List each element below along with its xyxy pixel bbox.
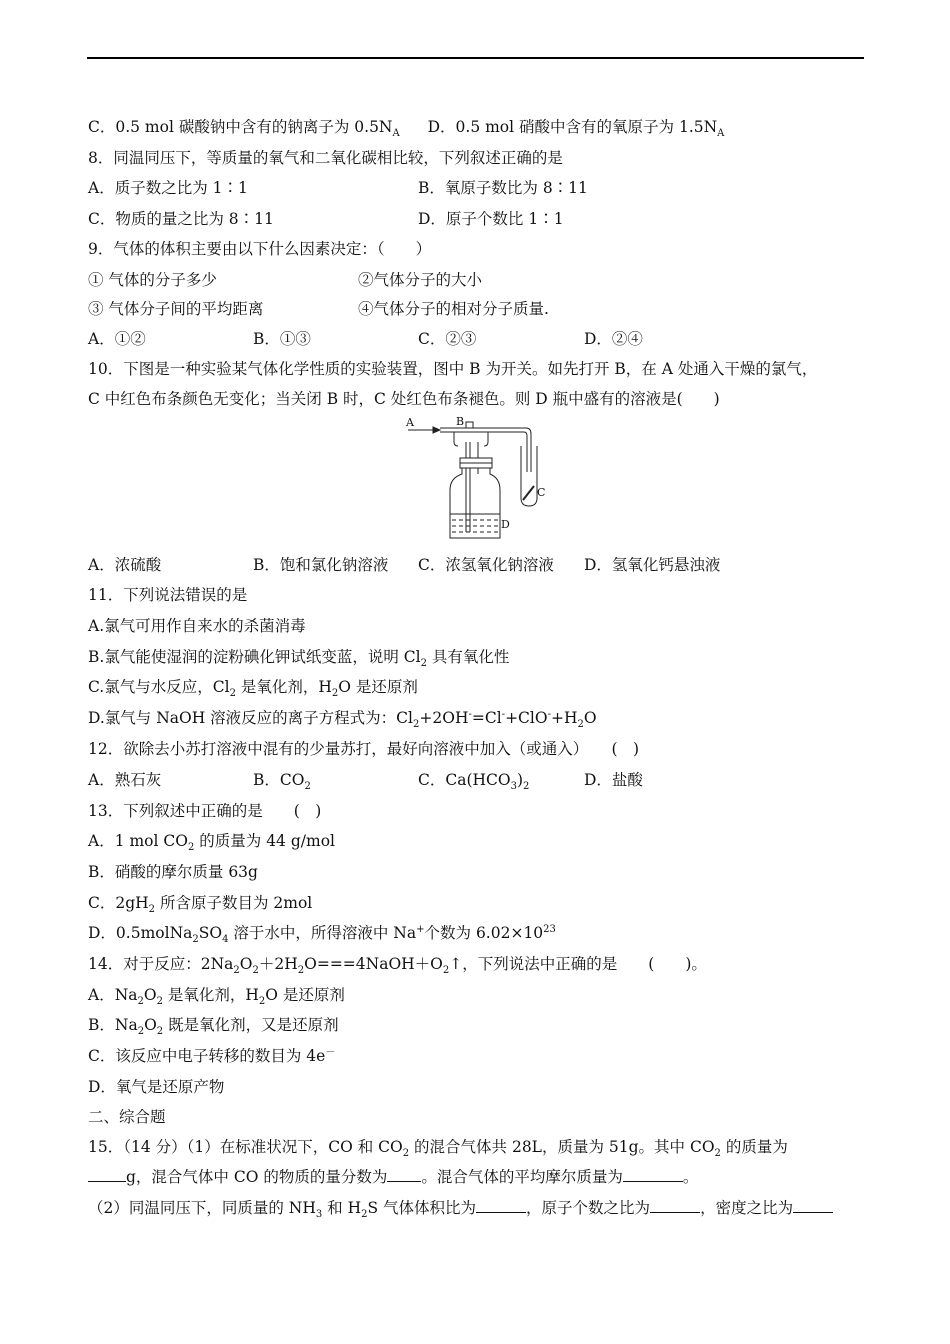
q10-option-d: D．氢氧化钙悬浊液 xyxy=(584,556,721,574)
q15-line2: g，混合气体中 CO 的物质的量分数为 。混合气体的平均摩尔质量为 。 xyxy=(88,1167,698,1187)
q10-stem-line1: 10．下图是一种实验某气体化学性质的实验装置，图中 B 为开关。如先打开 B，在 A 处通入干燥的氯气， xyxy=(88,360,818,378)
answer-blank[interactable] xyxy=(387,1167,421,1182)
q9-option-c: C．②③ xyxy=(418,330,477,348)
q10-option-a: A．浓硫酸 xyxy=(88,556,162,574)
q7-options-cd xyxy=(88,117,725,140)
q11-option-c: C.氯气与水反应，$Cl_2$ 是氧化剂，$H_2O$ 是还原剂 xyxy=(88,678,418,700)
q8-option-c: C．物质的量之比为 8∶11 xyxy=(88,210,274,228)
q13-option-a: A．1 mol $CO_2$ 的质量为 44 g/mol xyxy=(88,832,335,854)
answer-blank[interactable] xyxy=(650,1198,700,1213)
q14-option-a: A．$Na_2O_2$ 是氧化剂，$H_2O$ 是还原剂 xyxy=(88,986,345,1008)
q11-option-b: B.氯气能使湿润的淀粉碘化钾试纸变蓝，说明 $Cl_2$ 具有氧化性 xyxy=(88,648,510,670)
q10-option-b: B．饱和氯化钠溶液 xyxy=(253,556,389,574)
gas-apparatus-diagram xyxy=(400,414,560,544)
q10-option-c: C．浓氢氧化钠溶液 xyxy=(418,556,554,574)
q14-option-b: B．$Na_2O_2$ 既是氧化剂，又是还原剂 xyxy=(88,1016,339,1038)
q11-option-d: D.氯气与 NaOH 溶液反应的离子方程式为：$Cl_2+2OH^-=Cl^-+ClO^-+H_2O$ xyxy=(88,708,597,731)
q15-line3: （2）同温同压下，同质量的 $NH_3$ 和 $H_2S$ 气体体积比为 ，原子个数之比为 ，密度之比为 xyxy=(88,1198,833,1218)
branch-right xyxy=(484,432,488,446)
q10-stem-line2: C 中红色布条颜色无变化；当关闭 B 时，C 处红色布条褪色。则 D 瓶中盛有的溶液是( ) xyxy=(88,390,720,408)
label-d: D xyxy=(501,518,510,531)
q13-option-d: D．$0.5molNa_2SO_4$ 溶于水中，所得溶液中 Na+个数为 $6.02\times 10^{23}$ xyxy=(88,923,556,946)
header-rule xyxy=(87,57,864,59)
red-cloth-strip xyxy=(523,486,534,500)
q13-stem: 13．下列叙述中正确的是 ( ) xyxy=(88,802,322,820)
bottle-d xyxy=(450,468,500,538)
answer-blank[interactable] xyxy=(623,1167,683,1182)
label-b: B xyxy=(456,415,465,428)
q7-option-c: C．0.5 mol 碳酸钠中含有的钠离子为 $0.5N_A$ xyxy=(88,118,400,140)
q9-factor-4: ④气体分子的相对分子质量. xyxy=(358,300,549,318)
q9-factor-1: ① 气体的分子多少 xyxy=(88,271,217,289)
inlet-arrowhead xyxy=(433,427,440,433)
answer-blank[interactable] xyxy=(88,1167,126,1182)
q12-option-c: C．$Ca(HCO_3)_2$ xyxy=(418,771,530,793)
q8-stem: 8．同温同压下，等质量的氧气和二氧化碳相比较，下列叙述正确的是 xyxy=(88,149,563,167)
q8-option-a: A．质子数之比为 1∶1 xyxy=(88,179,248,197)
q9-option-a: A．①② xyxy=(88,330,146,348)
q14-option-c: C．该反应中电子转移的数目为 4e－ xyxy=(88,1046,336,1065)
q11-option-a: A.氯气可用作自来水的杀菌消毒 xyxy=(88,617,306,635)
q15-line1: 15．（14 分）（1）在标准状况下，CO 和 $CO_2$ 的混合气体共 28L，质量为 51g。其中 $CO_2$ 的质量为 xyxy=(88,1138,788,1160)
test-tube-c xyxy=(521,446,537,506)
tube-elbow-inner xyxy=(524,432,527,472)
q9-stem: 9．气体的体积主要由以下什么因素决定：（ ） xyxy=(88,240,432,258)
q12-option-b: B．$CO_2$ xyxy=(253,771,311,793)
q13-option-c: C．$2gH_2$ 所含原子数目为 2mol xyxy=(88,894,313,916)
q11-stem: 11．下列说法错误的是 xyxy=(88,586,248,604)
q12-option-a: A．熟石灰 xyxy=(88,771,162,789)
branch-left xyxy=(454,432,458,446)
switch-b-valve xyxy=(466,422,473,428)
q9-factor-2: ②气体分子的大小 xyxy=(358,271,483,289)
q14-option-d: D．氧气是还原产物 xyxy=(88,1078,225,1096)
label-a: A xyxy=(406,416,414,429)
answer-blank[interactable] xyxy=(476,1198,526,1213)
q9-option-d: D．②④ xyxy=(584,330,643,348)
q14-stem: 14．对于反应：$2Na_2O_2+2H_2O===4NaOH+O_2↑$，下列说法中正确的是 ( )。 xyxy=(88,955,707,977)
q8-option-b: B．氧原子数比为 8∶11 xyxy=(418,179,588,197)
q9-option-b: B．①③ xyxy=(253,330,311,348)
q7-option-d: D．0.5 mol 硝酸中含有的氧原子为 $1.5N_A$ xyxy=(427,118,725,140)
q12-stem: 12．欲除去小苏打溶液中混有的少量苏打，最好向溶液中加入（或通入） ( ) xyxy=(88,740,640,758)
answer-blank[interactable] xyxy=(793,1198,833,1213)
label-c: C xyxy=(537,486,546,499)
q13-option-b: B．硝酸的摩尔质量 63g xyxy=(88,863,258,881)
section-heading: 二、综合题 xyxy=(88,1108,166,1126)
q9-factor-3: ③ 气体分子间的平均距离 xyxy=(88,300,264,318)
q8-option-d: D．原子个数比 1∶1 xyxy=(418,210,564,228)
q12-option-d: D．盐酸 xyxy=(584,771,643,789)
